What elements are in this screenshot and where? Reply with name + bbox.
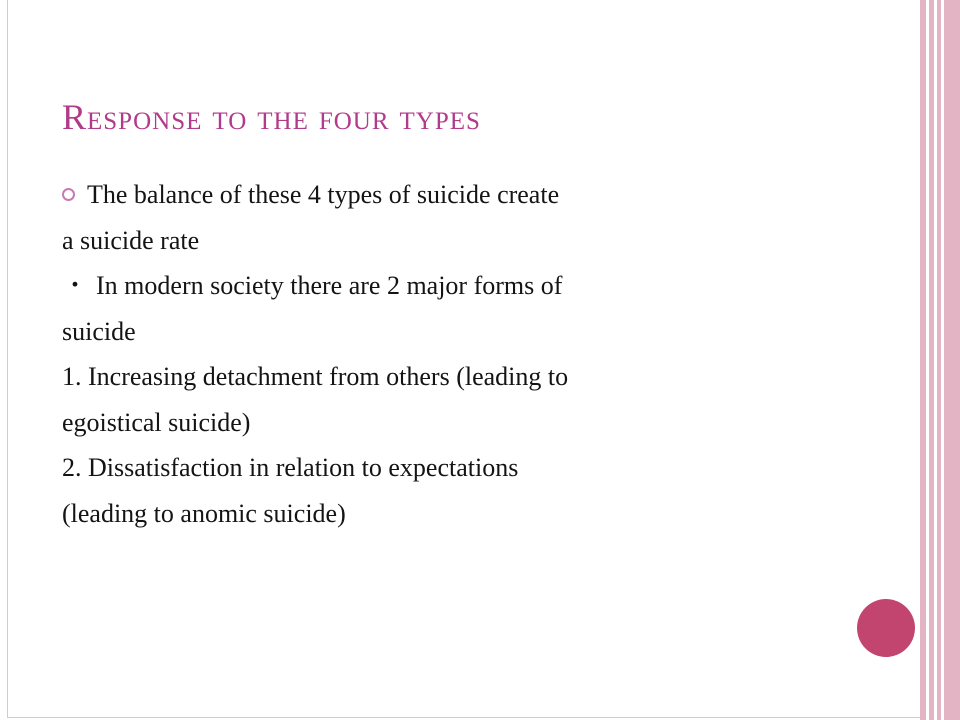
slide-body [62,172,892,536]
body-line: a suicide rate [62,225,200,255]
ring-bullet-icon [62,188,75,201]
body-line: (leading to anomic suicide) [62,498,346,528]
body-line: 1. Increasing detachment from others (leading to [62,362,569,391]
list-item [62,172,892,218]
stripe [944,0,960,720]
body-text: In modern society there are 2 major forms of [96,271,563,300]
dot-bullet-icon: ・ [62,271,89,300]
stripe [929,0,934,720]
body-text: The balance of these 4 types of suicide create [87,180,560,209]
body-line: egoistical suicide) [62,407,251,437]
stripe [920,0,926,720]
list-item [62,263,892,309]
body-line: suicide [62,316,136,346]
body-line: 2. Dissatisfaction in relation to expectations [62,453,519,482]
stripe [937,0,941,720]
decorative-stripes [920,0,960,720]
slide-title: Response to the four types [62,97,481,137]
decorative-circle [857,599,915,657]
